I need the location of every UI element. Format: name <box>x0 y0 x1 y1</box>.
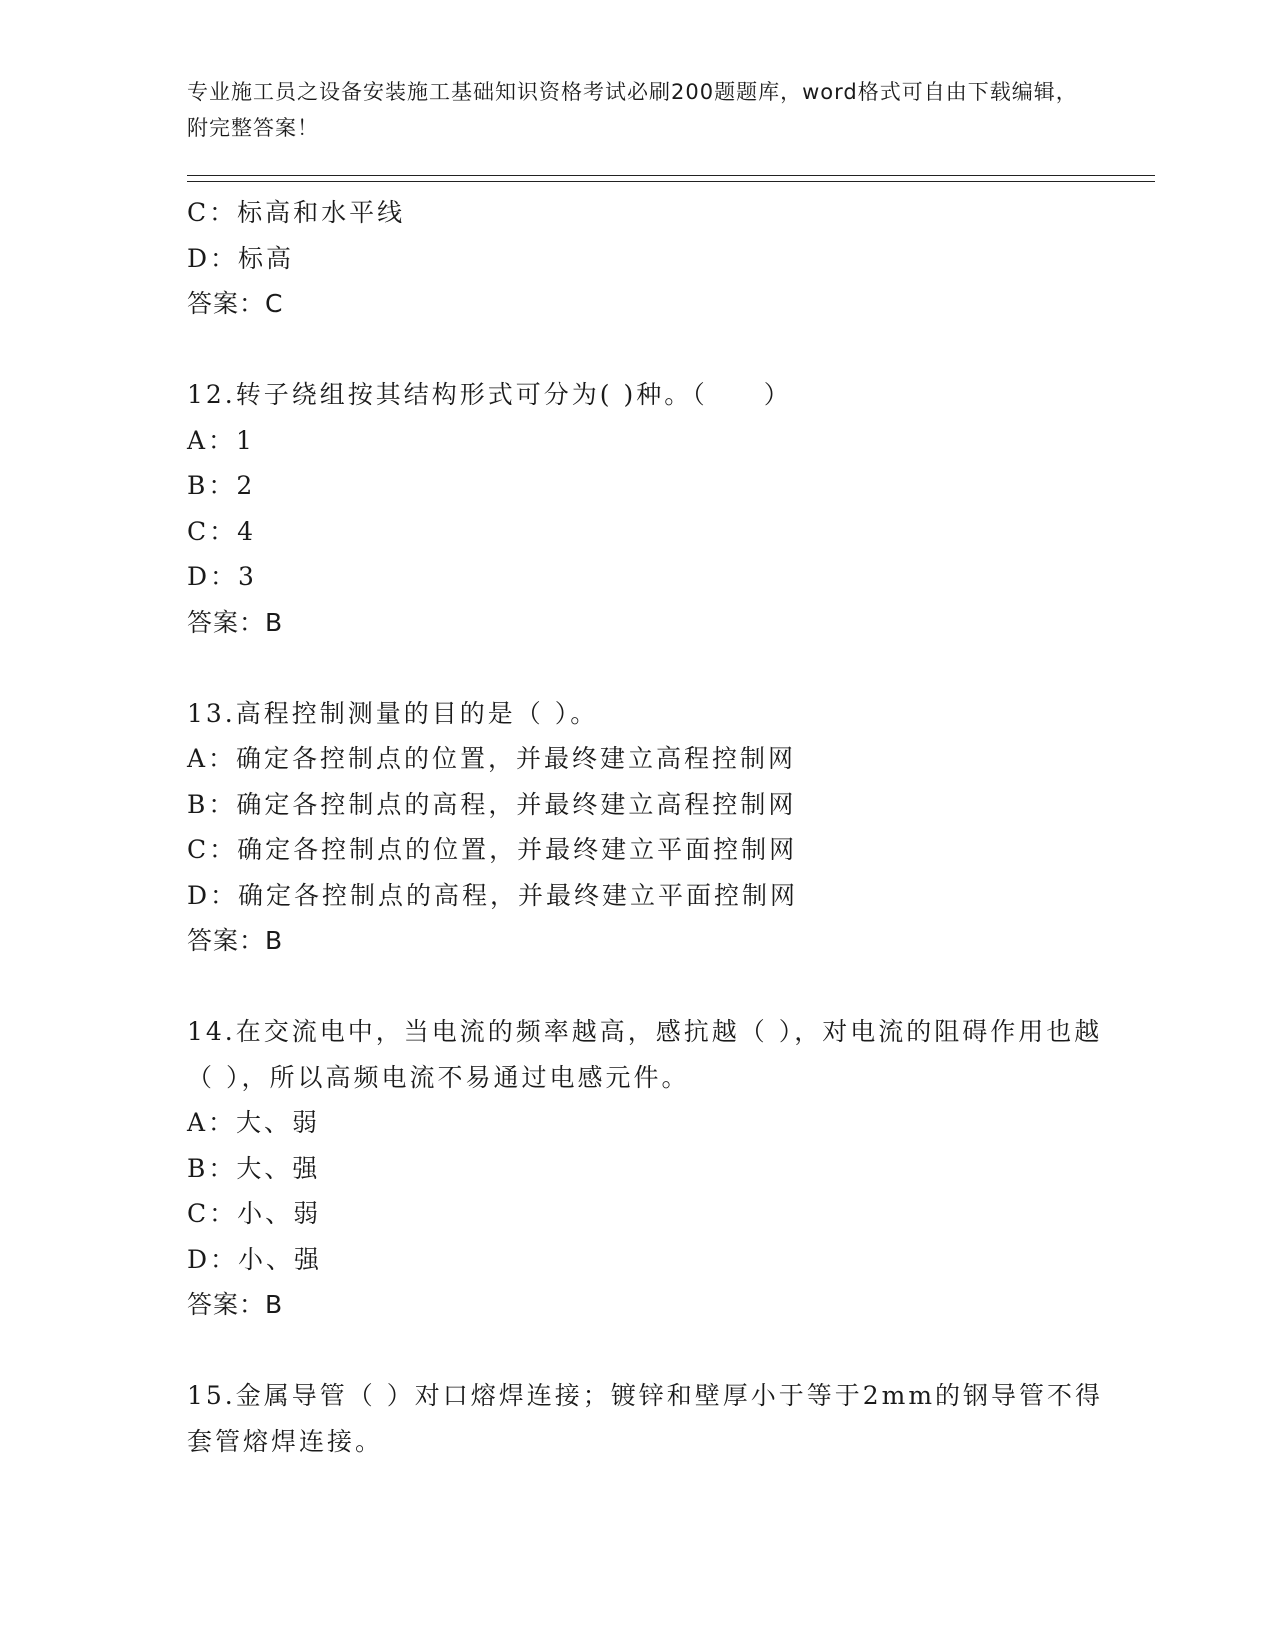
option-a: A：确定各控制点的位置，并最终建立高程控制网 <box>187 744 797 773</box>
option-d: D：3 <box>187 562 257 591</box>
document-header: 专业施工员之设备安装施工基础知识资格考试必刷200题题库，word格式可自由下载编辑，附完整答案！ <box>187 80 1078 140</box>
option-d: D：标高 <box>187 243 295 273</box>
option-a: A：1 <box>187 425 255 455</box>
option-c: C：标高和水平线 <box>187 198 406 227</box>
spacer <box>187 327 1107 373</box>
spacer <box>187 645 1107 691</box>
spacer <box>187 964 1107 1010</box>
answer: 答案：C <box>187 289 284 318</box>
spacer <box>187 1328 1107 1374</box>
answer: 答案：B <box>187 1290 284 1319</box>
option-c: C：确定各控制点的位置，并最终建立平面控制网 <box>187 835 798 864</box>
option-b: B：2 <box>187 471 256 500</box>
option-d: D：确定各控制点的高程，并最终建立平面控制网 <box>187 880 799 910</box>
header-rule-top <box>187 175 1155 176</box>
question-list <box>187 190 1107 1464</box>
answer: 答案：B <box>187 607 284 637</box>
option-d: D：小、强 <box>187 1244 323 1274</box>
option-c: C：小、弱 <box>187 1199 322 1228</box>
option-a: A：大、弱 <box>187 1108 321 1137</box>
question-stem: 15.金属导管（ ）对口熔焊连接；镀锌和壁厚小于等于2mm的钢导管不得套管熔焊连接。 <box>187 1381 1104 1456</box>
question-stem: 14.在交流电中，当电流的频率越高，感抗越（ ），对电流的阻碍作用也越（ ），所以高频电流不易通过电感元件。 <box>187 1017 1103 1092</box>
option-b: B：确定各控制点的高程，并最终建立高程控制网 <box>187 789 797 819</box>
answer: 答案：B <box>187 926 284 955</box>
question-stem: 13.高程控制测量的目的是（ ）。 <box>187 698 599 728</box>
question-stem: 12.转子绕组按其结构形式可分为( )种。（ ） <box>187 380 792 409</box>
option-c: C：4 <box>187 516 257 546</box>
option-b: B：大、强 <box>187 1153 321 1183</box>
header-rule-bottom <box>187 181 1155 182</box>
